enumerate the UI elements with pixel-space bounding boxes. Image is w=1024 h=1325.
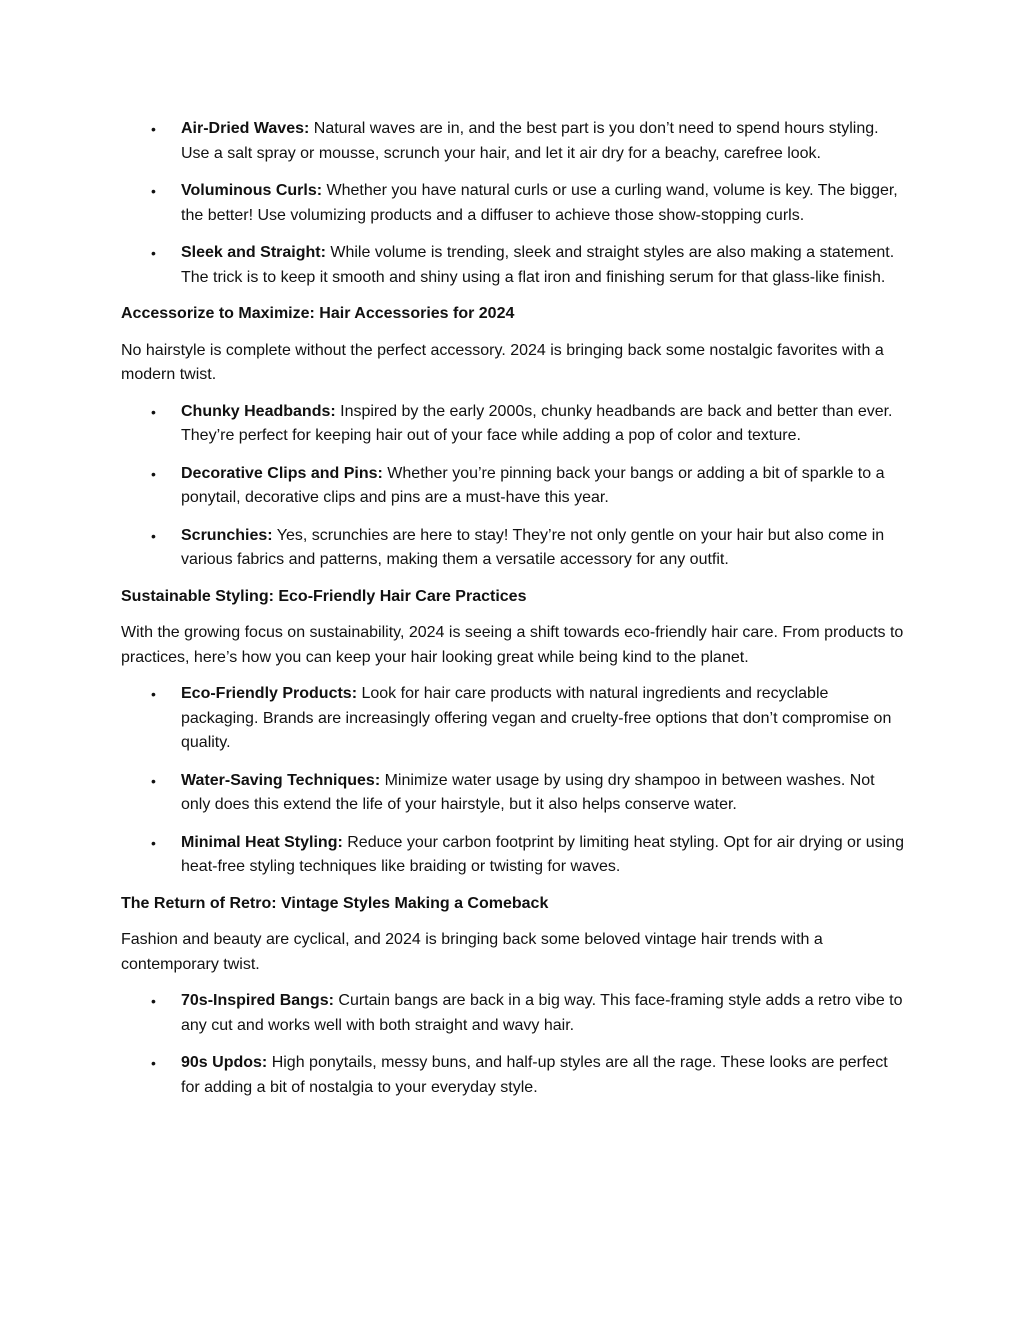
bullet-icon: •: [151, 245, 156, 261]
bullet-icon: •: [151, 686, 156, 702]
item-term: Scrunchies:: [181, 526, 273, 544]
item-text: Reduce your carbon footprint by limiting heat styling. Opt for air drying or using heat-free styling techniques like braiding or twisting for waves.: [181, 833, 904, 875]
list-item: [121, 1051, 906, 1100]
list-item: [121, 831, 906, 880]
item-term: Air-Dried Waves:: [181, 120, 310, 137]
item-term: Chunky Headbands:: [181, 402, 336, 420]
item-text: Whether you have natural curls or use a curling wand, volume is key. The bigger, the better! Use volumizing products and a diffuser to achieve those show-stopping curls.: [181, 182, 898, 224]
section-paragraph-sustainable: With the growing focus on sustainability, 2024 is seeing a shift towards eco-friendly hair care. From products to practices, here’s how you can keep your hair looking great while being kind to the planet.: [121, 624, 904, 666]
bullet-icon: •: [151, 465, 156, 482]
list-item: [121, 769, 906, 818]
bullet-icon: •: [151, 993, 156, 1009]
item-term: 70s-Inspired Bangs:: [181, 992, 334, 1009]
item-term: Voluminous Curls:: [181, 182, 323, 199]
item-text: Natural waves are in, and the best part is you don’t need to spend hours styling. Use a salt spray or mousse, scrunch your hair, and let it air dry for a beachy, carefree look.: [181, 120, 879, 162]
accessories-list: [121, 400, 906, 573]
item-term: 90s Updos:: [181, 1054, 268, 1071]
section-heading-accessories: Accessorize to Maximize: Hair Accessories for 2024: [121, 305, 515, 322]
item-term: Minimal Heat Styling:: [181, 833, 343, 851]
item-term: Eco-Friendly Products:: [181, 685, 358, 702]
item-text: Minimize water usage by using dry shampoo in between washes. Not only does this extend the life of your hairstyle, but it also helps conserve water.: [181, 771, 875, 813]
item-text: Inspired by the early 2000s, chunky headbands are back and better than ever. They’re perfect for keeping hair out of your face while adding a pop of color and texture.: [181, 402, 893, 444]
item-term: Water-Saving Techniques:: [181, 771, 381, 789]
section-paragraph-accessories: No hairstyle is complete without the perfect accessory. 2024 is bringing back some nostalgic favorites with a modern twist.: [121, 341, 884, 383]
bullet-icon: •: [151, 183, 156, 199]
document-page: [121, 117, 906, 1112]
list-item: [121, 400, 906, 449]
list-item: [121, 179, 906, 228]
bullet-icon: •: [151, 121, 156, 137]
item-text: Curtain bangs are back in a big way. This face-framing style adds a retro vibe to any cut and works well with both straight and wavy hair.: [181, 992, 903, 1034]
section-heading-retro: The Return of Retro: Vintage Styles Making a Comeback: [121, 894, 549, 912]
list-item: [121, 682, 906, 756]
list-item: [121, 989, 906, 1038]
section-heading-sustainable: Sustainable Styling: Eco-Friendly Hair Care Practices: [121, 587, 527, 605]
intro-style-list: [121, 117, 906, 290]
item-text: Look for hair care products with natural ingredients and recyclable packaging. Brands are increasingly offering vegan and cruelty-free options that don’t compromise on quality.: [181, 685, 892, 751]
section-paragraph-retro: Fashion and beauty are cyclical, and 2024 is bringing back some beloved vintage hair trends with a contemporary twist.: [121, 931, 823, 973]
item-term: Sleek and Straight:: [181, 244, 326, 261]
item-text: While volume is trending, sleek and straight styles are also making a statement. The trick is to keep it smooth and shiny using a flat iron and finishing serum for that glass-like finish.: [181, 244, 895, 286]
list-item: [121, 117, 906, 166]
retro-list: [121, 989, 906, 1100]
item-text: Yes, scrunchies are here to stay! They’re not only gentle on your hair but also come in various fabrics and patterns, making them a versatile accessory for any outfit.: [181, 526, 885, 568]
item-term: Decorative Clips and Pins:: [181, 464, 383, 482]
bullet-icon: •: [151, 1055, 156, 1071]
item-text: Whether you’re pinning back your bangs or adding a bit of sparkle to a ponytail, decorative clips and pins are a must-have this year.: [181, 464, 885, 506]
item-text: High ponytails, messy buns, and half-up styles are all the rage. These looks are perfect for adding a bit of nostalgia to your everyday style.: [181, 1054, 888, 1096]
list-item: [121, 462, 906, 511]
bullet-icon: •: [151, 403, 156, 420]
list-item: [121, 524, 906, 573]
bullet-icon: •: [151, 834, 156, 851]
bullet-icon: •: [151, 772, 156, 789]
bullet-icon: •: [151, 527, 156, 544]
sustainable-list: [121, 682, 906, 880]
list-item: [121, 241, 906, 290]
